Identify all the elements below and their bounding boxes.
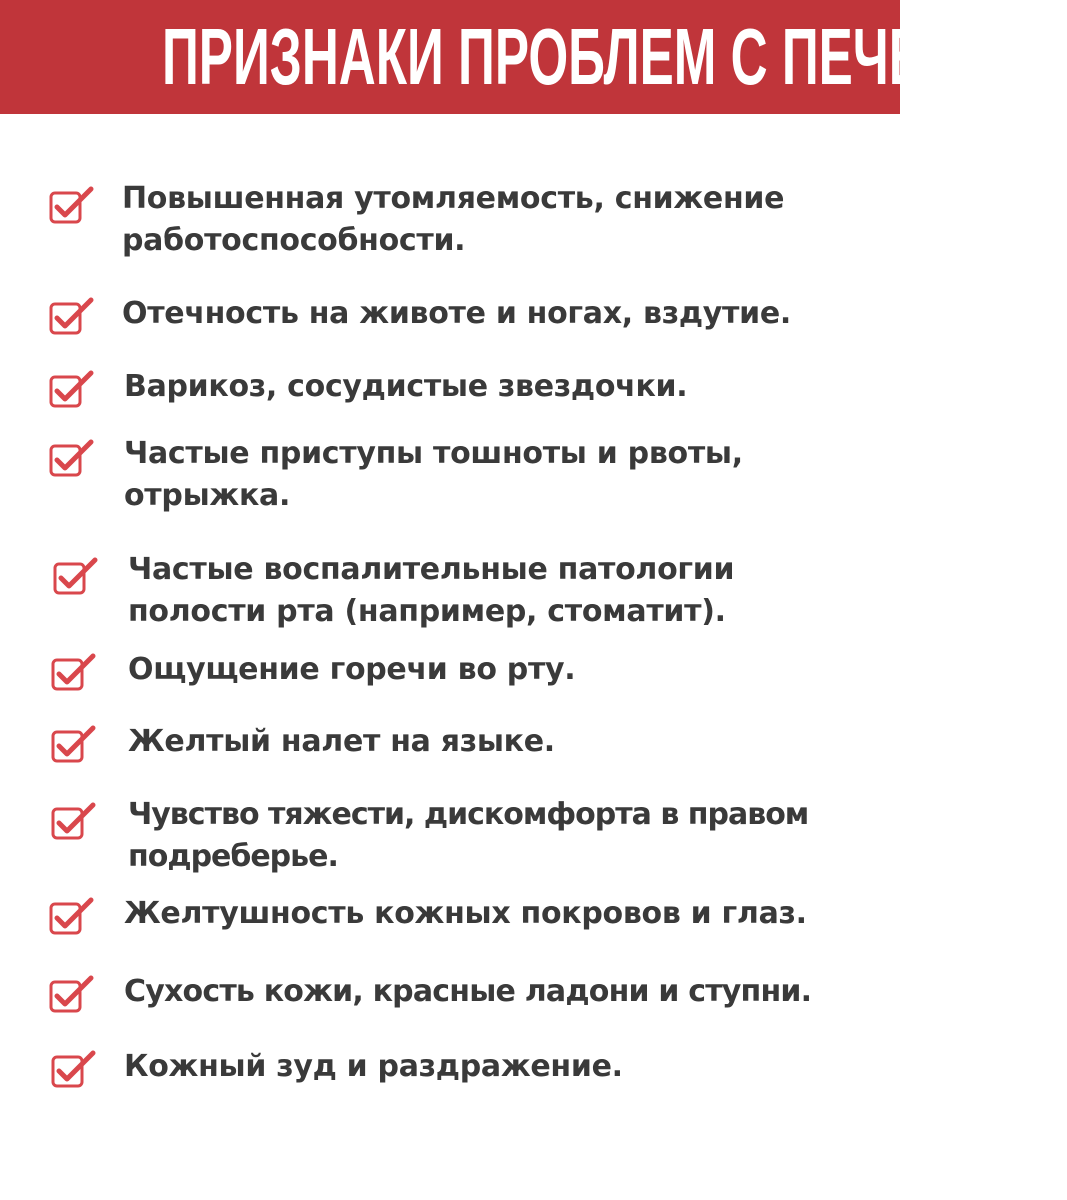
checkbox-check-icon xyxy=(48,295,94,337)
checkbox-check-icon xyxy=(48,437,94,479)
checkbox-check-icon xyxy=(48,368,94,410)
list-item-text: Кожный зуд и раздражение. xyxy=(124,1049,623,1084)
checkbox-check-icon xyxy=(48,895,94,937)
list-item-text: Частые приступы тошноты и рвоты, отрыжка. xyxy=(124,436,743,513)
checkbox-check-icon xyxy=(48,184,94,226)
list-item-text: Желтушность кожных покровов и глаз. xyxy=(124,896,807,931)
list-item-text: Желтый налет на языке. xyxy=(128,724,555,759)
list-item-text: Отечность на животе и ногах, вздутие. xyxy=(122,296,791,331)
page-title: ПРИЗНАКИ ПРОБЛЕМ С ПЕЧЕНЬЮ: xyxy=(162,12,1067,101)
checkbox-check-icon xyxy=(50,651,96,693)
list-item-text: Чувство тяжести, дискомфорта в правом подреберье. xyxy=(128,797,809,874)
checkbox-check-icon xyxy=(50,1048,96,1090)
list-item-text: Варикоз, сосудистые звездочки. xyxy=(124,369,688,404)
header-banner xyxy=(0,0,1067,114)
checkbox-check-icon xyxy=(52,555,98,597)
checkbox-check-icon xyxy=(50,723,96,765)
list-item-text: Повышенная утомляемость, снижение работоспособности. xyxy=(122,181,785,258)
list-item-text: Частые воспалительные патологии полости рта (например, стоматит). xyxy=(128,552,735,629)
checkbox-check-icon xyxy=(50,800,96,842)
list-item-text: Ощущение горечи во рту. xyxy=(128,652,576,687)
list-item-text: Сухость кожи, красные ладони и ступни. xyxy=(124,974,812,1009)
checkbox-check-icon xyxy=(48,973,94,1015)
